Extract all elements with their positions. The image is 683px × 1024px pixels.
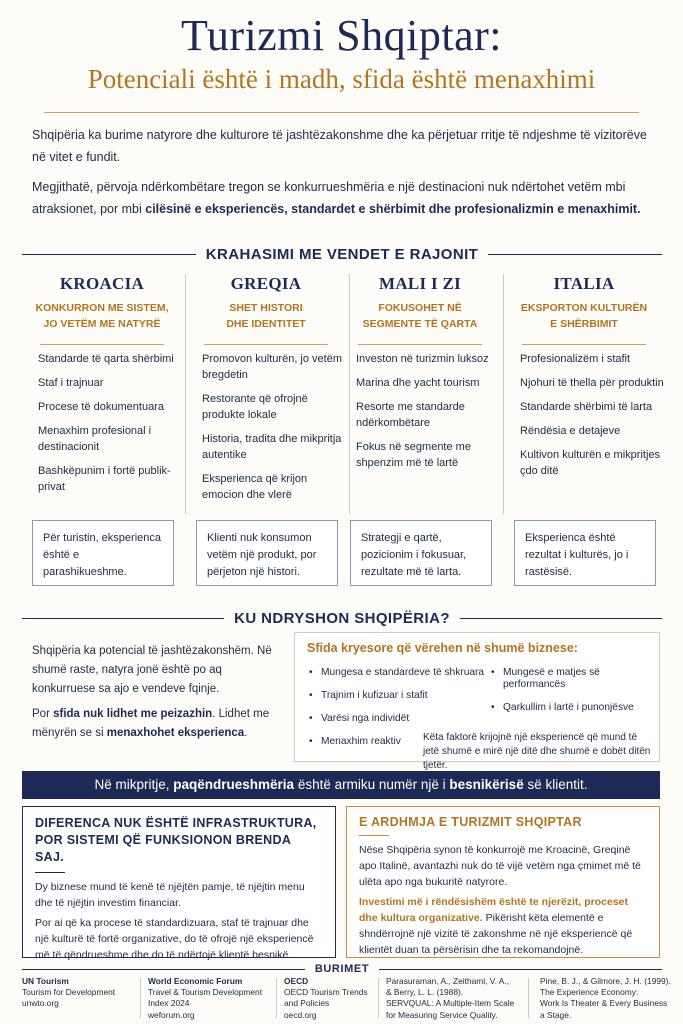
country-column-greece: [186, 268, 346, 590]
source-separator: [378, 978, 379, 1018]
list-item: Profesionalizëm i stafit: [520, 353, 631, 365]
albania-potential-text: [22, 632, 294, 762]
country-feature-list: [504, 351, 664, 529]
list-item: Fokus në segmente me shpenzim më të lartë: [356, 441, 471, 469]
country-divider: [204, 344, 328, 345]
list-item: Standarde të qarta shërbimi: [38, 353, 174, 365]
challenges-box: [294, 632, 660, 771]
country-tagline-line-1: SHET HISTORI: [229, 302, 303, 314]
future-heading: E ARDHMJA E TURIZMIT SHQIPTAR: [359, 815, 582, 829]
source-line: weforum.org: [148, 1009, 195, 1020]
banner-emphasis: besnikërisë: [449, 777, 524, 792]
country-name: ITALIA: [553, 274, 615, 293]
list-item: Investon në turizmin luksoz: [356, 353, 489, 365]
source-line: Work Is Theater & Every Business: [540, 998, 668, 1009]
country-tagline: [340, 300, 500, 334]
country-tagline: [504, 300, 664, 334]
source-separator: [276, 978, 277, 1018]
country-tagline-line-1: KONKURRON ME SISTEM,: [35, 302, 169, 314]
source-line: unwto.org: [22, 998, 59, 1009]
country-name: KROACIA: [59, 274, 145, 293]
country-tagline-line-1: EKSPORTON KULTURËN: [520, 302, 648, 314]
heading-line-right: [379, 969, 662, 970]
source-line: Parasuraman, A., Zeithaml, V. A.,: [386, 976, 510, 986]
comparison-heading-text: KRAHASIMI ME VENDET E RAJONIT: [205, 245, 479, 263]
future-text: Pikërisht këta elementë e shndërrojnë një vizitë të zakonshme në një eksperiencë që klientët duan ta përsërisin dhe ta rekomandojnë.: [359, 912, 633, 956]
heading-line-left: [22, 254, 196, 255]
country-feature-list: [186, 351, 346, 529]
source-line: Tourism for Development: [22, 987, 116, 998]
challenge-emphasis: menaxhohet eksperienca: [106, 727, 245, 739]
intro-paragraph-2-text: Megjithatë, përvoja ndërkombëtare tregon se konkurrueshmëria e një destinacioni nuk ndërtohet vetëm mbi atraksionet, por mbi: [32, 180, 626, 216]
potential-paragraph: Shqipëria ka potencial të jashtëzakonshëm. Në shumë raste, natyra jonë është po aq konkurruese sa ajo e vendeve fqinje.: [32, 645, 272, 695]
intro-paragraph-1: Shqipëria ka burime natyrore dhe kulturore të jashtëzakonshme dhe ka përjetuar rritje të ndjeshme të vizitorëve në vitet e fundit.: [32, 128, 647, 164]
banner-text: është armiku numër një i: [294, 777, 450, 792]
source-line: Travel & Tourism Development: [148, 987, 263, 998]
country-feature-list: [340, 351, 500, 529]
box-divider: [359, 835, 389, 836]
country-divider: [522, 344, 646, 345]
banner-emphasis: paqëndrueshmëria: [173, 777, 295, 792]
source-title: OECD: [284, 976, 309, 986]
list-item: Rëndësia e detajeve: [520, 425, 621, 437]
banner-text: Në mikpritje,: [94, 777, 174, 792]
source-line: SERVQUAL: A Multiple-Item Scale: [386, 998, 515, 1009]
list-item: Eksperienca që krijon emocion dhe vlerë: [202, 473, 308, 501]
list-item: Standarde shërbimi të larta: [520, 401, 653, 413]
country-divider: [40, 344, 164, 345]
source-separator: [140, 978, 141, 1018]
list-item: Njohuri të thella për produktin: [520, 377, 664, 389]
country-divider: [358, 344, 482, 345]
infrastructure-box: [22, 806, 336, 961]
source-item: [386, 976, 536, 1021]
challenge-paragraph: [32, 705, 284, 743]
list-item: Procese të dokumentuara: [38, 401, 164, 413]
country-tagline-line-2: SEGMENTE TË QARTA: [362, 318, 478, 330]
intro-paragraph-2: [32, 176, 657, 220]
list-item: Menaxhim profesional i destinacionit: [38, 425, 152, 453]
country-tagline-line-2: DHE IDENTITET: [226, 318, 306, 330]
list-item: Historia, tradita dhe mikpritja autentike: [202, 433, 342, 461]
source-line: and Policies: [284, 998, 330, 1009]
source-line: The Experience Economy:: [540, 987, 639, 998]
challenges-note: Këta faktorë krijojnë një eksperiencë që mund të jetë shumë e mirë një ditë dhe shumë e dobët ditën tjetër.: [423, 732, 651, 771]
country-summary-box: Për turistin, eksperienca është e parashikueshme.: [32, 520, 174, 586]
source-item: [540, 976, 680, 1021]
country-column-italy: [504, 268, 664, 590]
list-item: • Menaxhim reaktiv: [309, 736, 489, 748]
list-item: • Qarkullim i lartë i punonjësve: [491, 702, 661, 714]
source-line: & Berry, L. L. (1988).: [386, 987, 464, 998]
list-item: Bashkëpunim i fortë publik-privat: [38, 465, 171, 493]
country-tagline: [186, 300, 346, 334]
country-column-montenegro: [340, 268, 500, 590]
source-item: [284, 976, 384, 1021]
heading-line-right: [488, 254, 662, 255]
heading-line-left: [22, 969, 305, 970]
future-box: [346, 806, 660, 958]
difference-heading-text: KU NDRYSHON SHQIPËRIA?: [234, 609, 450, 627]
difference-heading: [22, 607, 662, 629]
infrastructure-paragraph-1: Dy biznese mund të kenë të njëjtën pamje, të njëjtin menu dhe të njëjtin investim financiar.: [35, 881, 305, 909]
banner-text: së klientit.: [523, 777, 588, 792]
intro-paragraph-2-emphasis: cilësinë e eksperiencës, standardet e shërbimit dhe profesionalizmin e menaxhimit.: [145, 202, 641, 216]
list-item: • Varësi nga individët: [309, 713, 489, 725]
list-item: Restorante që ofrojnë produkte lokale: [202, 393, 308, 421]
heading-line-right: [460, 618, 662, 619]
future-paragraph-2: [359, 894, 647, 958]
list-item: Staf i trajnuar: [38, 377, 104, 389]
title-divider: [44, 112, 639, 113]
challenge-emphasis: sfida nuk lidhet me peizazhin: [53, 708, 213, 720]
source-item: [148, 976, 273, 1021]
source-line: Index 2024: [148, 998, 190, 1009]
source-line: a Stage.: [540, 1009, 572, 1020]
country-name: MALI I ZI: [378, 274, 462, 293]
list-item: Kultivon kulturën e mikpritjes çdo ditë: [520, 449, 661, 477]
key-message-banner: [22, 771, 660, 799]
country-summary-box: Klienti nuk konsumon vetëm një produkt, por përjeton një histori.: [196, 520, 338, 586]
country-summary-box: Eksperienca është rezultat i kulturës, jo i rastësisë.: [514, 520, 656, 586]
heading-line-left: [22, 618, 224, 619]
source-separator: [528, 978, 529, 1018]
source-title: UN Tourism: [22, 976, 69, 986]
source-line: Pine, B. J., & Gilmore, J. H. (1999).: [540, 976, 671, 986]
page-title: Turizmi Shqiptar:: [180, 11, 502, 60]
source-item: [22, 976, 137, 1010]
future-emphasis: Investimi më i rëndësishëm është te njerëzit, proceset dhe kultura organizative.: [359, 896, 629, 924]
future-paragraph-1: Nëse Shqipëria synon të konkurrojë me Kroacinë, Greqinë apo Italinë, avantazhi nuk do të vijë vetëm nga çmimet më të ulëta apo nga bukuritë natyrore.: [359, 844, 641, 888]
box-divider: [35, 872, 65, 873]
source-line: OECD Tourism Trends: [284, 987, 368, 998]
country-tagline-line-2: E SHËRBIMIT: [550, 318, 618, 330]
list-item: Resorte me standarde ndërkombëtare: [356, 401, 465, 429]
source-line: for Measuring Service Quality.: [386, 1009, 498, 1020]
challenges-heading: Sfida kryesore që vërehen në shumë biznese:: [307, 641, 578, 655]
challenges-list-2: [491, 667, 661, 725]
list-item: • Trajnim i kufizuar i stafit: [309, 690, 489, 702]
country-tagline-line-1: FOKUSOHET NË: [378, 302, 462, 314]
page-subtitle: Potenciali është i madh, sfida është menaxhimi: [87, 64, 596, 94]
list-item: • Mungesa e standardeve të shkruara: [309, 667, 489, 679]
source-title: World Economic Forum: [148, 976, 243, 986]
country-tagline: [22, 300, 182, 334]
infrastructure-paragraph-2: Por ai që ka procese të standardizuara, staf të trajnuar dhe një kulturë të fortë organizative, do të ofrojë një eksperiencë më të qëndrueshme dhe do të ndërtojë klientë besnikë.: [35, 917, 314, 961]
list-item: Promovon kulturën, jo vetëm bregdetin: [202, 353, 343, 381]
infrastructure-heading: DIFERENCA NUK ËSHTË INFRASTRUKTURA, POR SISTEMI QË FUNKSIONON BRENDA SAJ.: [35, 816, 317, 864]
country-name: GREQIA: [230, 274, 302, 293]
challenge-text: Por: [32, 708, 54, 720]
country-feature-list: [22, 351, 182, 529]
source-line: oecd.org: [284, 1009, 317, 1020]
country-summary-box: Strategji e qartë, pozicionim i fokusuar, rezultate më të larta.: [350, 520, 492, 586]
sources-heading-text: BURIMET: [314, 963, 370, 975]
challenge-text: .: [244, 727, 248, 739]
country-tagline-line-2: JO VETËM ME NATYRË: [43, 318, 161, 330]
challenge-text: . Lidhet me mënyrën se si: [32, 708, 270, 739]
country-column-croatia: [22, 268, 182, 590]
comparison-heading: [22, 243, 662, 265]
list-item: • Mungesë e matjes së performancës: [491, 667, 661, 691]
list-item: Marina dhe yacht tourism: [356, 377, 480, 389]
